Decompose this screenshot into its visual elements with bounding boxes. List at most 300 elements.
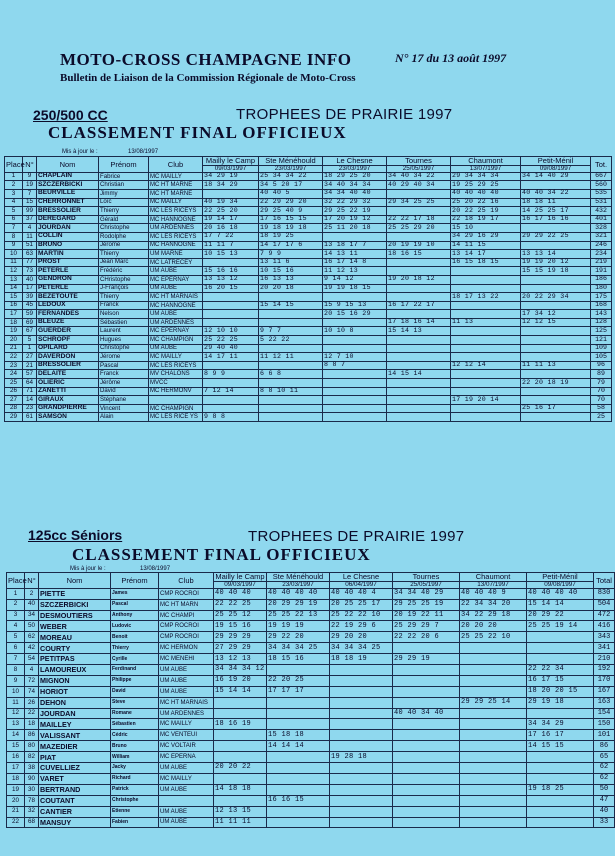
event-name: Le Chesne	[330, 573, 393, 582]
row-firstname: Christophe	[99, 224, 149, 233]
row-club: MC CHAMPI	[159, 610, 214, 621]
row-event-points: 19 18 19 18	[259, 224, 323, 233]
row-firstname: Pascal	[99, 361, 149, 370]
row-firstname: Jean Marc	[99, 258, 149, 267]
row-event-points: 34 34 34 25	[267, 643, 330, 654]
row-name: ZANETTI	[37, 387, 99, 396]
row-event-points	[451, 284, 521, 293]
row-place: 19	[7, 784, 25, 795]
row-event-points	[330, 773, 393, 784]
table-row	[7, 610, 615, 621]
row-total: 321	[591, 232, 612, 241]
row-event-points	[203, 301, 259, 310]
row-event-points	[521, 370, 591, 379]
row-event-points: 40 40 40	[214, 588, 267, 599]
table-row	[7, 588, 615, 599]
row-event-points: 40 40 40 40	[267, 588, 330, 599]
row-event-points: 22 22 17 18	[387, 215, 451, 224]
row-event-points: 40 40 40 40	[527, 588, 594, 599]
row-event-points	[521, 336, 591, 345]
row-name: OLIERIC	[37, 379, 99, 388]
row-number: 51	[23, 241, 37, 250]
row-club: MC HERMON	[159, 643, 214, 654]
row-event-points	[460, 730, 527, 741]
row-firstname: Ferdinand	[111, 665, 159, 676]
row-event-points	[259, 318, 323, 327]
row-name: BERTRAND	[39, 784, 111, 795]
row-event-points	[451, 387, 521, 396]
row-club: MC CHAMPIGN	[149, 404, 203, 413]
row-event-points: 25 22 22 10	[330, 610, 393, 621]
row-event-points: 13 12 13	[214, 654, 267, 665]
row-place: 1	[5, 172, 23, 181]
row-number: 68	[25, 817, 39, 828]
row-event-points	[267, 708, 330, 719]
row-event-points: 29 29 29	[214, 632, 267, 643]
row-event-points: 25 29 29 7	[393, 621, 460, 632]
row-number: 64	[23, 379, 37, 388]
row-event-points: 16 17 15	[527, 675, 594, 686]
row-place: 18	[7, 773, 25, 784]
row-event-points: 16 13 13	[259, 275, 323, 284]
row-firstname: Etienne	[111, 806, 159, 817]
table-row	[7, 599, 615, 610]
row-event-points: 29 29 25 14	[460, 697, 527, 708]
row-firstname: Jimmy	[99, 189, 149, 198]
row-place: 8	[7, 665, 25, 676]
row-number: 69	[23, 318, 37, 327]
row-place: 26	[5, 387, 23, 396]
row-event-points	[330, 806, 393, 817]
row-event-points	[387, 344, 451, 353]
row-event-points: 19 18 25	[527, 784, 594, 795]
row-event-points	[323, 318, 387, 327]
event-date: 09/08/1997	[527, 581, 594, 588]
row-event-points: 25 25 19 14	[527, 621, 594, 632]
row-event-points	[387, 189, 451, 198]
row-firstname: David	[111, 686, 159, 697]
table-row	[5, 293, 612, 302]
row-event-points: 22 22 20 6	[393, 632, 460, 643]
row-total: 121	[591, 336, 612, 345]
row-firstname: Fabien	[111, 817, 159, 828]
row-event-points: 22 34 34 20	[460, 599, 527, 610]
row-event-points: 13 11 6	[259, 258, 323, 267]
row-firstname: Stéphane	[99, 396, 149, 405]
event-name: Le Chesne	[323, 157, 387, 166]
row-name: PETERLE	[37, 284, 99, 293]
row-firstname: Thierry	[99, 293, 149, 302]
row-total: 531	[591, 198, 612, 207]
row-firstname: Fabrice	[99, 172, 149, 181]
row-total: 234	[591, 250, 612, 259]
row-club: MC HANNOGNE	[149, 301, 203, 310]
row-total: 33	[594, 817, 615, 828]
row-name: GRANDPIERRE	[37, 404, 99, 413]
row-total: 170	[594, 675, 615, 686]
row-event-points	[330, 817, 393, 828]
row-number: 54	[25, 654, 39, 665]
row-total: 105	[591, 353, 612, 362]
row-firstname: Romane	[111, 708, 159, 719]
row-event-points: 22 19 29 6	[330, 621, 393, 632]
row-event-points: 18 20 20 15	[527, 686, 594, 697]
row-event-points: 19 19 19	[267, 621, 330, 632]
row-event-points	[387, 353, 451, 362]
row-event-points	[203, 318, 259, 327]
row-event-points	[203, 361, 259, 370]
row-number: 80	[25, 741, 39, 752]
row-place: 6	[7, 643, 25, 654]
row-club: MC HT MARNAIS	[149, 293, 203, 302]
row-total: 70	[591, 387, 612, 396]
row-total: 70	[591, 396, 612, 405]
row-club: UM AUBE	[159, 686, 214, 697]
row-event-points	[259, 344, 323, 353]
row-event-points: 34 34 40 40	[323, 189, 387, 198]
row-total: 125	[591, 327, 612, 336]
row-event-points	[259, 396, 323, 405]
row-number: 42	[25, 643, 39, 654]
event-name: Tournes	[393, 573, 460, 582]
table-row	[5, 224, 612, 233]
row-event-points: 20 22 29 34	[521, 293, 591, 302]
row-event-points: 29 25 40 9	[259, 207, 323, 216]
row-event-points: 18 16 15	[387, 250, 451, 259]
row-event-points	[527, 643, 594, 654]
table-row	[5, 344, 612, 353]
row-number: 18	[25, 719, 39, 730]
table-row	[5, 361, 612, 370]
row-number: 7	[23, 189, 37, 198]
row-number: 9	[23, 172, 37, 181]
bulletin-subtitle: Bulletin de Liaison de la Commission Régionale de Moto-Cross	[60, 72, 356, 84]
row-firstname: Vincent	[99, 404, 149, 413]
row-firstname: Jérome	[99, 241, 149, 250]
row-firstname: Frédéric	[99, 267, 149, 276]
row-club: UM AUBE	[159, 763, 214, 774]
row-event-points	[323, 293, 387, 302]
row-firstname: Rodolphe	[99, 232, 149, 241]
row-total: 25	[591, 413, 612, 422]
row-firstname: Nelson	[99, 310, 149, 319]
row-name: DAVERDON	[37, 353, 99, 362]
event-name: Mailly le Camp	[203, 157, 259, 166]
row-event-points	[387, 379, 451, 388]
row-club: UM MARNE	[149, 250, 203, 259]
row-firstname: Christophe	[99, 344, 149, 353]
row-firstname: Hugues	[99, 336, 149, 345]
row-number: 23	[23, 404, 37, 413]
row-club: MV CHALONS	[149, 370, 203, 379]
row-firstname: Franck	[99, 301, 149, 310]
row-place: 28	[5, 404, 23, 413]
header-club: Club	[159, 573, 214, 589]
row-event-points	[460, 752, 527, 763]
row-place: 19	[5, 327, 23, 336]
table-row	[7, 654, 615, 665]
row-total: 560	[591, 181, 612, 190]
row-event-points	[393, 763, 460, 774]
row-event-points	[460, 675, 527, 686]
row-event-points: 8 8 7	[323, 361, 387, 370]
row-event-points	[521, 275, 591, 284]
row-event-points: 11 12 13	[323, 267, 387, 276]
row-number: 61	[23, 413, 37, 422]
row-number: 39	[23, 293, 37, 302]
row-event-points	[267, 719, 330, 730]
row-event-points: 12 10 10	[203, 327, 259, 336]
row-place: 14	[7, 730, 25, 741]
row-event-points: 15 14 15	[259, 301, 323, 310]
row-event-points	[460, 719, 527, 730]
row-number: 78	[25, 795, 39, 806]
row-firstname: David	[99, 387, 149, 396]
row-event-points	[460, 643, 527, 654]
row-place: 27	[5, 396, 23, 405]
row-total: 96	[591, 361, 612, 370]
row-total: 143	[591, 310, 612, 319]
row-event-points: 17 16 15 15	[259, 215, 323, 224]
row-event-points	[330, 784, 393, 795]
row-event-points: 25 25 29 20	[387, 224, 451, 233]
row-total: 89	[591, 370, 612, 379]
table-row	[5, 413, 612, 422]
row-event-points: 11 11 13	[521, 361, 591, 370]
row-event-points: 29 19 18	[527, 697, 594, 708]
row-event-points: 29 40 40	[203, 344, 259, 353]
row-total: 535	[591, 189, 612, 198]
row-event-points: 10 15 13	[203, 250, 259, 259]
row-club: MC VOLTAIR	[159, 741, 214, 752]
row-event-points	[330, 708, 393, 719]
row-club: UM ARDENNES	[149, 224, 203, 233]
row-number: 45	[23, 301, 37, 310]
row-event-points	[203, 379, 259, 388]
table-row	[7, 817, 615, 828]
row-name: DEHON	[39, 697, 111, 708]
category-title: 125cc Séniors	[28, 527, 123, 543]
row-event-points: 40 40 34 40	[393, 708, 460, 719]
row-event-points	[203, 293, 259, 302]
row-place: 16	[7, 752, 25, 763]
row-place: 20	[7, 795, 25, 806]
row-event-points: 25 25 22 13	[267, 610, 330, 621]
table-row	[5, 404, 612, 413]
row-place: 10	[7, 686, 25, 697]
row-number: 4	[23, 224, 37, 233]
row-firstname: William	[111, 752, 159, 763]
row-number: 21	[23, 361, 37, 370]
table-row	[7, 795, 615, 806]
row-event-points: 14 15 15	[527, 741, 594, 752]
row-club: MC HERMONV	[149, 387, 203, 396]
row-event-points	[393, 741, 460, 752]
row-event-points	[323, 404, 387, 413]
row-number: 17	[23, 284, 37, 293]
row-event-points: 15 14 14	[527, 599, 594, 610]
row-event-points	[521, 224, 591, 233]
row-total: 65	[594, 752, 615, 763]
table-row	[5, 189, 612, 198]
row-event-points: 17 19 20 14	[451, 396, 521, 405]
row-event-points	[460, 741, 527, 752]
row-event-points: 25 34 34 22	[259, 172, 323, 181]
row-name: COUTANT	[39, 795, 111, 806]
row-place: 9	[5, 241, 23, 250]
table-row	[5, 387, 612, 396]
row-place: 22	[7, 817, 25, 828]
row-place: 3	[5, 189, 23, 198]
row-event-points: 18 29 25 20	[323, 172, 387, 181]
row-event-points	[214, 752, 267, 763]
event-name: Petit-Ménil	[521, 157, 591, 166]
update-label: Mis à jour le :	[62, 149, 98, 155]
row-name: CUVELLIEZ	[39, 763, 111, 774]
row-name: MARTIN	[37, 250, 99, 259]
row-event-points: 12 7 10	[323, 353, 387, 362]
row-place: 4	[5, 198, 23, 207]
row-event-points: 29 22 20	[267, 632, 330, 643]
row-event-points: 10 10 8	[323, 327, 387, 336]
row-firstname: Jérôme	[99, 379, 149, 388]
row-club: UM AUBE	[149, 267, 203, 276]
row-event-points: 17 7 22	[203, 232, 259, 241]
row-event-points: 22 18 19 17	[451, 215, 521, 224]
row-event-points: 11 11 11	[214, 817, 267, 828]
row-club: MC HT MARN	[159, 599, 214, 610]
row-event-points: 34 5 20 17	[259, 181, 323, 190]
header-place: Place	[5, 157, 23, 173]
row-event-points: 7 9 9	[259, 250, 323, 259]
table-row	[5, 284, 612, 293]
row-name: GENDRON	[37, 275, 99, 284]
row-number: 82	[25, 752, 39, 763]
row-total: 504	[594, 599, 615, 610]
table-row	[7, 686, 615, 697]
row-total: 150	[594, 719, 615, 730]
row-number: 2	[25, 588, 39, 599]
row-event-points: 17 34 12	[521, 310, 591, 319]
row-place: 16	[5, 301, 23, 310]
row-event-points: 40 40 40 40	[451, 189, 521, 198]
row-event-points: 9 7 7	[259, 327, 323, 336]
row-name: SZCZERBICKI	[39, 599, 111, 610]
row-event-points: 13 13 14	[521, 250, 591, 259]
row-place: 22	[5, 353, 23, 362]
table-row	[5, 181, 612, 190]
row-event-points: 17 17 17	[267, 686, 330, 697]
row-total: 168	[591, 301, 612, 310]
row-place: 5	[7, 632, 25, 643]
row-name: BRESSOLIER	[37, 207, 99, 216]
row-firstname: Cédric	[111, 730, 159, 741]
row-total: 192	[594, 665, 615, 676]
row-event-points: 22 29 29 20	[259, 198, 323, 207]
row-club: MC MAILLY	[159, 773, 214, 784]
row-event-points: 15 14 14	[214, 686, 267, 697]
row-event-points	[460, 763, 527, 774]
row-event-points	[521, 301, 591, 310]
row-event-points	[393, 817, 460, 828]
row-event-points	[393, 784, 460, 795]
row-event-points: 22 20 18 19	[521, 379, 591, 388]
event-date: 09/03/1997	[214, 581, 267, 588]
row-event-points: 18 17 13 22	[451, 293, 521, 302]
row-name: DEREGARD	[37, 215, 99, 224]
row-event-points: 34 29 19	[203, 172, 259, 181]
row-firstname: Laurent	[99, 327, 149, 336]
row-event-points: 29 34 25 25	[387, 198, 451, 207]
table-row	[7, 632, 615, 643]
row-name: CHAPLAIN	[37, 172, 99, 181]
table-row	[5, 396, 612, 405]
row-event-points: 34 34 34 25	[330, 643, 393, 654]
row-event-points: 20 20 20	[460, 621, 527, 632]
row-club: MVCC	[149, 379, 203, 388]
classement-title: CLASSEMENT FINAL OFFICIEUX	[72, 545, 371, 564]
row-event-points	[527, 752, 594, 763]
header-prenom: Prénom	[99, 157, 149, 173]
row-event-points: 9 14 12	[323, 275, 387, 284]
row-total: 341	[594, 643, 615, 654]
row-event-points	[387, 361, 451, 370]
header-club: Club	[149, 157, 203, 173]
row-name: SAMSON	[37, 413, 99, 422]
row-event-points: 32 22 29 32	[323, 198, 387, 207]
row-event-points: 19 28 18	[330, 752, 393, 763]
row-name: CHERRONNET	[37, 198, 99, 207]
row-name: FERNANDES	[37, 310, 99, 319]
event-name: Petit-Ménil	[527, 573, 594, 582]
row-place: 8	[5, 232, 23, 241]
row-event-points	[323, 396, 387, 405]
row-event-points	[203, 258, 259, 267]
row-total: 401	[591, 215, 612, 224]
row-club: UM ARDENNES	[159, 708, 214, 719]
row-firstname: James	[111, 588, 159, 599]
row-place: 20	[5, 336, 23, 345]
event-date: 06/04/1997	[330, 581, 393, 588]
row-event-points	[527, 632, 594, 643]
row-event-points	[387, 207, 451, 216]
row-event-points	[451, 404, 521, 413]
row-firstname: Patrick	[111, 784, 159, 795]
results-table-125	[6, 572, 615, 828]
row-event-points: 20 16 18	[203, 224, 259, 233]
row-event-points	[214, 773, 267, 784]
row-event-points: 29 29 19	[393, 654, 460, 665]
table-row	[5, 336, 612, 345]
row-total: 40	[594, 806, 615, 817]
event-date: 13/07/1997	[451, 165, 521, 172]
row-firstname: Thierry	[99, 250, 149, 259]
row-number: 72	[25, 675, 39, 686]
table-row	[5, 207, 612, 216]
row-place: 2	[5, 181, 23, 190]
row-event-points: 20 15 16 29	[323, 310, 387, 319]
row-club: CMP ROCROI	[159, 621, 214, 632]
row-event-points	[323, 370, 387, 379]
row-place: 23	[5, 361, 23, 370]
header-prenom: Prénom	[111, 573, 159, 589]
row-event-points	[521, 387, 591, 396]
row-total: 343	[594, 632, 615, 643]
table-row	[7, 697, 615, 708]
row-club: MC MAILLY	[159, 719, 214, 730]
row-event-points: 16 19 20	[214, 675, 267, 686]
row-event-points	[323, 413, 387, 422]
